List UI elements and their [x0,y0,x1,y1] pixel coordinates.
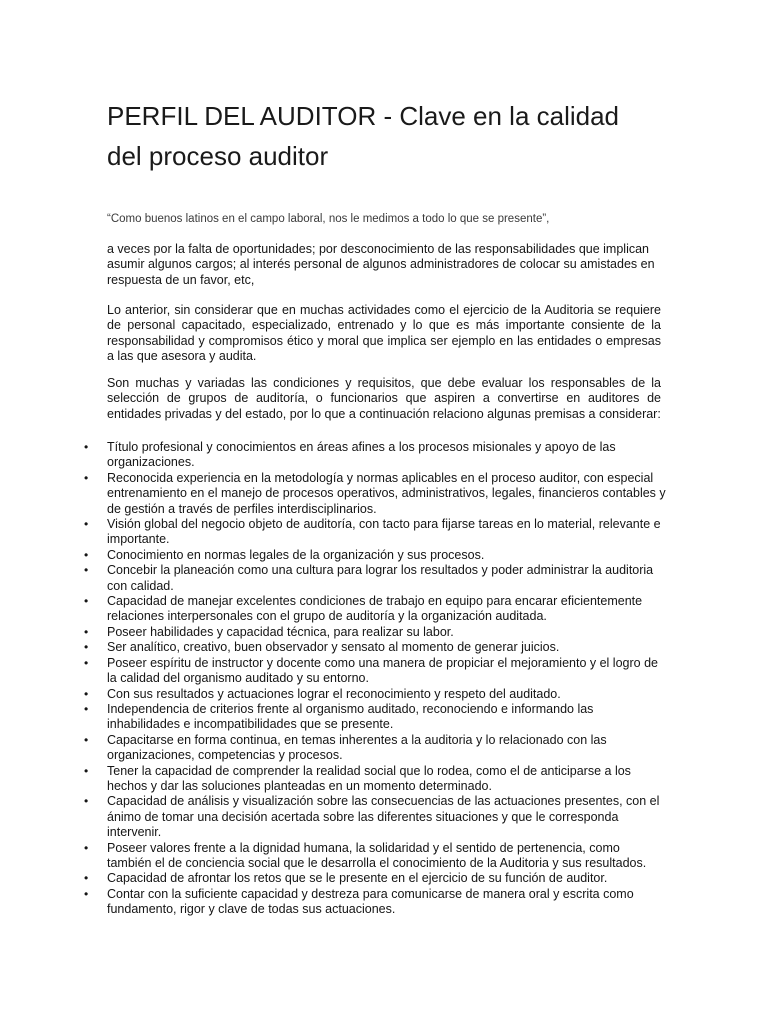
bullet-icon: • [84,871,89,886]
list-item [0,687,667,702]
list-item-text: Poseer habilidades y capacidad técnica, para realizar su labor. [107,624,454,639]
paragraph-intro: a veces por la falta de oportunidades; por desconocimiento de las responsabilidades que implican asumir algunos cargos; al interés personal de algunos administradores de colocar su amistades en respuesta de un favor, etc, [107,242,655,287]
requirements-list [0,440,768,918]
list-item-text: Conocimiento en normas legales de la organización y sus procesos. [107,547,485,562]
list-item [0,794,667,840]
bullet-icon: • [84,794,89,809]
list-item-text: Visión global del negocio objeto de auditoría, con tacto para fijarse tareas en lo material, relevante e importante. [107,517,661,547]
bullet-icon: • [84,655,89,670]
bullet-icon: • [84,763,89,778]
list-item-text: Capacitarse en forma continua, en temas inherentes a la auditoria y lo relacionado con las organizaciones, competencias y procesos. [107,732,607,763]
bullet-icon: • [84,440,89,454]
bullet-icon: • [84,547,89,562]
bullet-icon: • [84,470,89,485]
list-item [0,887,667,918]
list-item-text: Capacidad de análisis y visualización sobre las consecuencias de las actuaciones presentes, con el ánimo de tomar una decisión acertada sobre las diferentes situaciones y que le corresponda intervenir. [107,794,660,840]
list-item [0,764,667,795]
list-item-text: Tener la capacidad de comprender la realidad social que lo rodea, como el de anticiparse a los hechos y dar las soluciones planteadas en un momento determinado. [107,763,631,793]
list-item [0,625,667,640]
list-item-text: Poseer valores frente a la dignidad humana, la solidaridad y el sentido de pertenencia, como también el de conciencia social que le desarrolla el conocimiento de la Auditoria y sus resultados. [107,840,647,870]
list-item [0,640,667,655]
list-item [0,471,667,517]
list-item-text: Con sus resultados y actuaciones lograr el reconocimiento y respeto del auditado. [107,686,561,701]
list-item-text: Concebir la planeación como una cultura para lograr los resultados y poder administrar la auditoria con calidad. [107,563,654,593]
bullet-icon: • [84,886,89,901]
bullet-icon: • [84,840,89,855]
bullet-icon: • [84,640,89,655]
list-item-text: Independencia de criterios frente al organismo auditado, reconociendo e informando las inhabilidades e incompatibilidades que se presente. [107,701,594,732]
list-item-text: Ser analítico, creativo, buen observador y sensato al momento de generar juicios. [107,640,560,655]
list-item [0,548,667,563]
bullet-icon: • [84,517,89,532]
list-item [0,871,667,886]
opening-quote: “Como buenos latinos en el campo laboral, nos le medimos a todo lo que se presente”, [107,213,550,225]
bullet-icon: • [84,563,89,578]
list-item [0,733,667,764]
list-item [0,594,667,625]
list-item-text: Capacidad de manejar excelentes condiciones de trabajo en equipo para encarar eficientemente relaciones interpersonales con el grupo de auditoría y la organización auditada. [107,594,643,624]
bullet-icon: • [84,594,89,609]
paragraph-context: Lo anterior, sin considerar que en muchas actividades como el ejercicio de la Auditoria se requiere de personal capacitado, especializado, entrenado y lo que es más importante consiente de la responsabilidad y compromisos ético y moral que implica ser ejemplo en las entidades o empresas a las que asesora y audita. [107,303,661,364]
list-item [0,702,667,733]
list-item [0,841,667,872]
document-title: PERFIL DEL AUDITOR - Clave en la calidad del proceso auditor [107,101,620,171]
list-item-text: Título profesional y conocimientos en áreas afines a los procesos misionales y apoyo de las organizaciones. [107,440,616,470]
list-item-text: Capacidad de afrontar los retos que se le presente en el ejercicio de su función de auditor. [107,871,608,886]
paragraph-requirements: Son muchas y variadas las condiciones y requisitos, que debe evaluar los responsables de la selección de grupos de auditoría, o funcionarios que aspiren a convertirse en auditores de entidades privadas y del estado, por lo que a continuación relaciono algunas premisas a considerar: [107,376,661,421]
list-item [0,517,667,548]
bullet-icon: • [84,701,89,716]
list-item-text: Reconocida experiencia en la metodología y normas aplicables en el proceso auditor, con especial entrenamiento en el manejo de procesos operativos, administrativos, legales, financieros contables y de gestión a través de perfiles interdisciplinarios. [107,470,666,516]
list-item [0,656,667,687]
bullet-icon: • [84,732,89,747]
list-item-text: Poseer espíritu de instructor y docente como una manera de propiciar el mejoramiento y el logro de la calidad del organismo auditado y su entorno. [107,655,658,686]
bullet-icon: • [84,686,89,701]
list-item-text: Contar con la suficiente capacidad y destreza para comunicarse de manera oral y escrita como fundamento, rigor y clave de todas sus actuaciones. [107,886,634,917]
bullet-icon: • [84,624,89,639]
list-item [0,440,667,471]
list-item [0,563,667,594]
